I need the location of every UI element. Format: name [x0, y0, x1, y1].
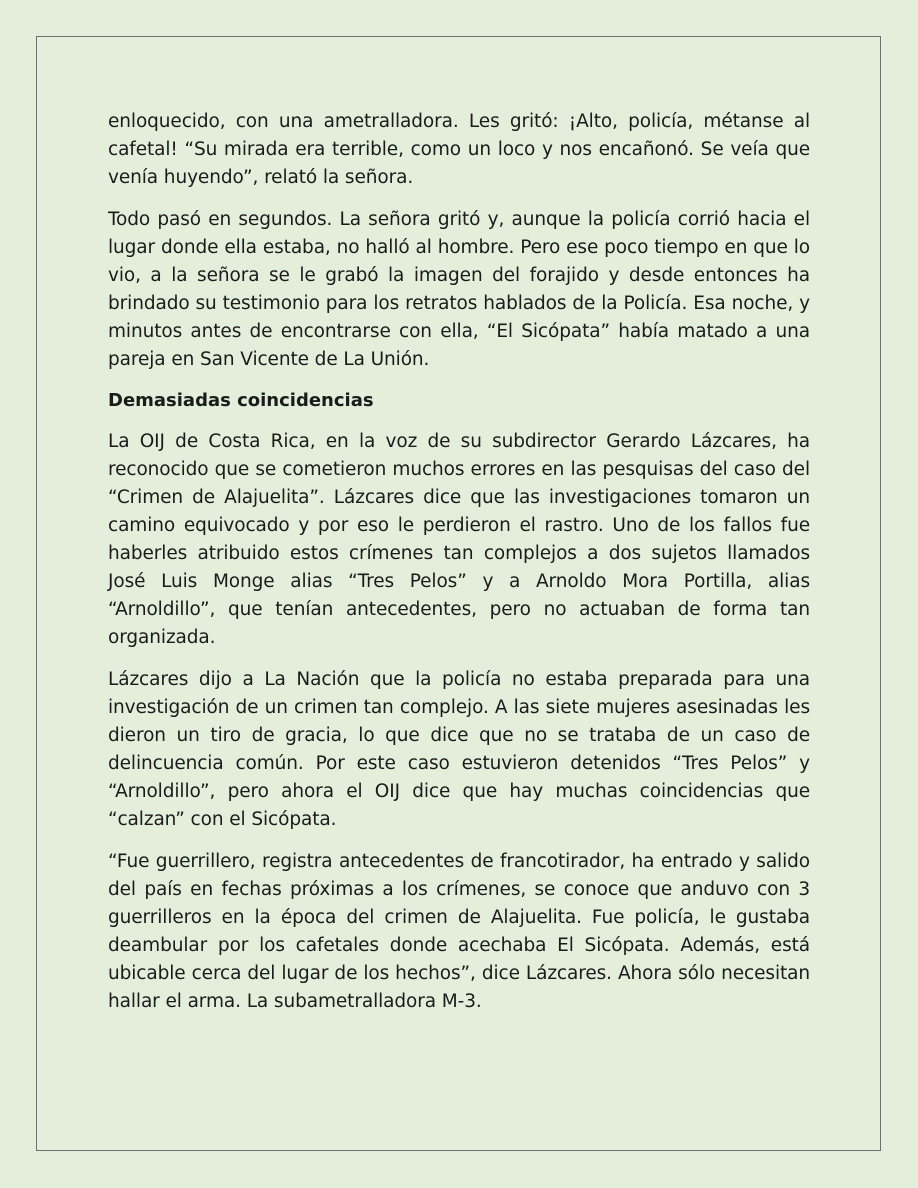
paragraph-3: La OIJ de Costa Rica, en la voz de su subdirector Gerardo Lázcares, ha reconocido que se cometieron muchos errores en las pesquisas del caso del “Crimen de Alajuelita”. Lázcares dice que las investigaciones tomaron un camino equivocado y por eso le perdieron el rastro. Uno de los fallos fue haberles atribuido estos crímenes tan complejos a dos sujetos llamados José Luis Monge alias “Tres Pelos” y a Arnoldo Mora Portilla, alias “Arnoldillo”, que tenían antecedentes, pero no actuaban de forma tan organizada.: [108, 431, 810, 648]
paragraph-2: Todo pasó en segundos. La señora gritó y, aunque la policía corrió hacia el lugar donde ella estaba, no halló al hombre. Pero ese poco tiempo en que lo vio, a la señora se le grabó la imagen del forajido y desde entonces ha brindado su testimonio para los retratos hablados de la Policía. Esa noche, y minutos antes de encontrarse con ella, “El Sicópata” había matado a una pareja en San Vicente de La Unión.: [108, 209, 810, 370]
paragraph-1: enloquecido, con una ametralladora. Les gritó: ¡Alto, policía, métanse al cafetal! “Su mirada era terrible, como un loco y nos encañonó. Se veía que venía huyendo”, relató la señora.: [108, 111, 810, 188]
paragraph-5: “Fue guerrillero, registra antecedentes de francotirador, ha entrado y salido del país en fechas próximas a los crímenes, se conoce que anduvo con 3 guerrilleros en la época del crimen de Alajuelita. Fue policía, le gustaba deambular por los cafetales donde acechaba El Sicópata. Además, está ubicable cerca del lugar de los hechos”, dice Lázcares. Ahora sólo necesitan hallar el arma. La subametralladora M-3.: [108, 851, 810, 1012]
document-body: [108, 108, 810, 1030]
section-heading: Demasiadas coincidencias: [108, 390, 374, 411]
paragraph-4: Lázcares dijo a La Nación que la policía no estaba preparada para una investigación de un crimen tan complejo. A las siete mujeres asesinadas les dieron un tiro de gracia, lo que dice que no se trataba de un caso de delincuencia común. Por este caso estuvieron detenidos “Tres Pelos” y “Arnoldillo”, pero ahora el OIJ dice que hay muchas coincidencias que “calzan” con el Sicópata.: [108, 669, 810, 830]
